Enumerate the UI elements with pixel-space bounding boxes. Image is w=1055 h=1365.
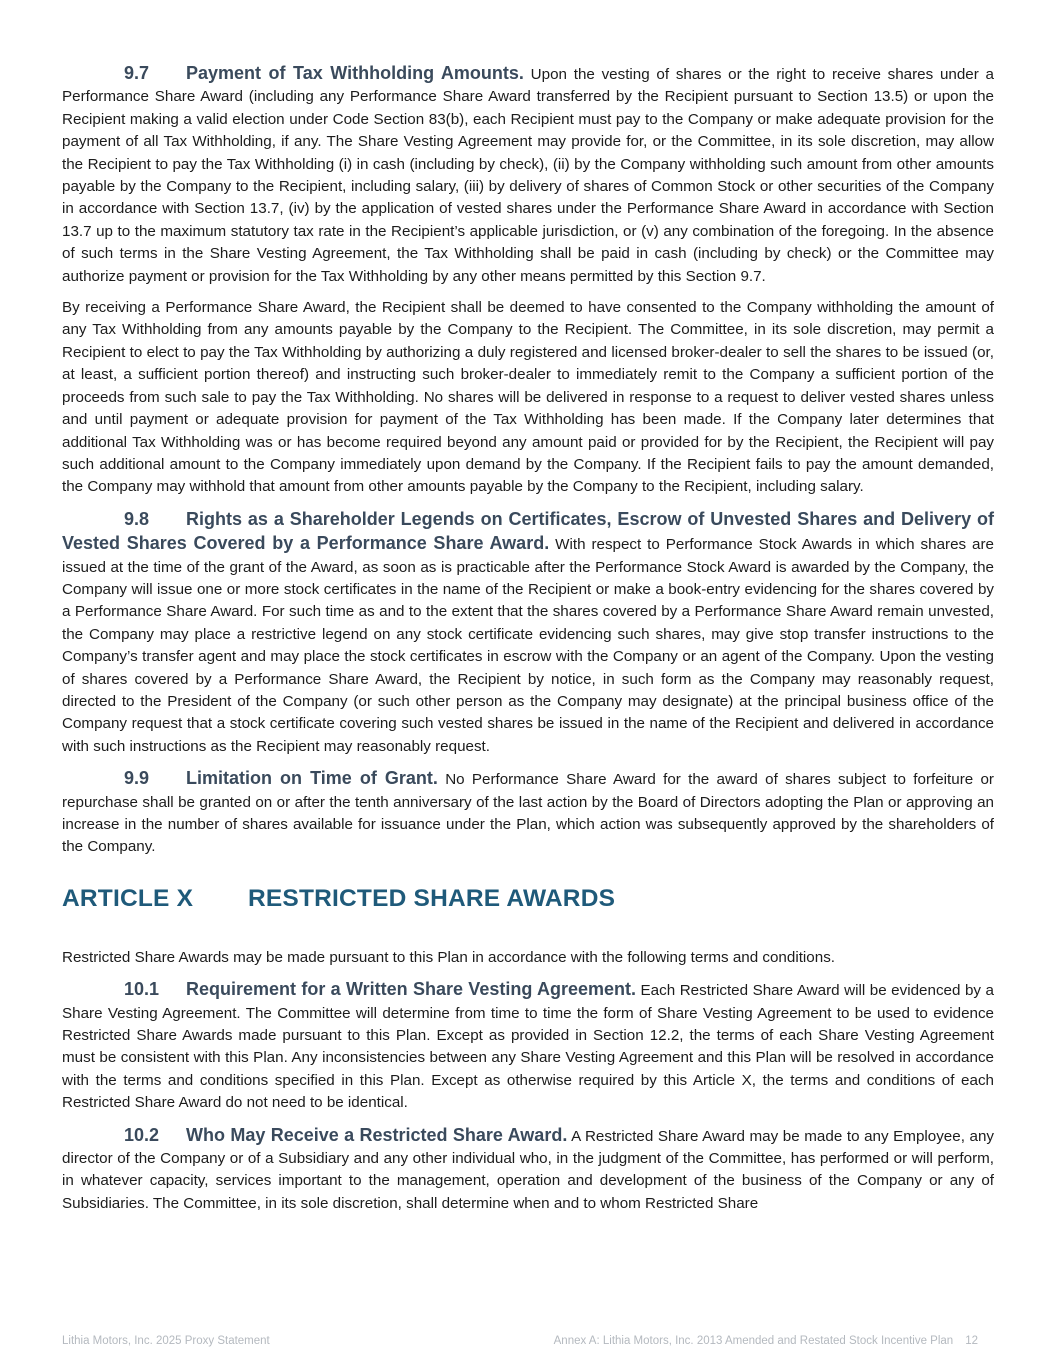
footer-left: Lithia Motors, Inc. 2025 Proxy Statement bbox=[62, 1335, 270, 1347]
article-heading bbox=[62, 885, 994, 913]
article-intro: Restricted Share Awards may be made pursuant to this Plan in accordance with the following terms and conditions. bbox=[62, 948, 836, 966]
section-title: Rights as a Shareholder Legends on Certificates, Escrow of Unvested Shares and Delivery of Vested Shares Covered by a Performance Share Award. bbox=[62, 508, 994, 554]
section-body: Each Restricted Share Award will be evidenced by a Share Vesting Agreement. The Committee will determine from time to time the form of Share Vesting Agreement to be used to evidence Restricted Share Awards made pursuant to this Plan. Except as provided in Section 12.2, the terms of each Share Vesting Agreement must be consistent with this Plan. Any inconsistencies between any Share Vesting Agreement and this Plan will be resolved in accordance with the terms and conditions specified in this Plan. Except as otherwise required by this Article X, the terms and conditions of each Restricted Share Award do not need to be identical. bbox=[62, 982, 994, 1112]
section-body: With respect to Performance Stock Awards in which shares are issued at the time of the grant of the Award, as soon as is practicable after the Performance Stock Award is awarded by the Company, the Company will issue one or more stock certificates in the name of the Recipient or make a book-entry evidencing for the shares covered by a Performance Share Award. For such time as and to the extent that the shares covered by a Performance Share Award remain unvested, the Company may place a restrictive legend on any stock certificate evidencing such shares, may give stop transfer instructions to the Company’s transfer agent and may place the stock certificates in escrow with the Company or an agent of the Company. Upon the vesting of shares covered by a Performance Share Award, the Recipient by notice, in such form as the Company may reasonably request, directed to the President of the Company (or such other person as the Company may designate) at the principal business office of the Company request that a stock certificate covering such vested shares be issued in the name of the Recipient and delivered in accordance with such instructions as the Recipient may reasonably request. bbox=[62, 536, 994, 755]
section-number: 10.1 bbox=[124, 979, 160, 1000]
section-9-8 bbox=[62, 508, 994, 758]
section-title: Payment of Tax Withholding Amounts. bbox=[186, 63, 524, 83]
section-body: A Restricted Share Award may be made to any Employee, any director of the Company or of a Subsidiary and any other individual who, in the judgment of the Committee, has performed or will perform, in whatever capacity, services important to the management, operation and development of the business of the Company or any of Subsidiaries. The Committee, in its sole discretion, shall determine when and to whom Restricted Share bbox=[62, 1127, 994, 1212]
paragraph-tax-withholding-consent: By receiving a Performance Share Award, the Recipient shall be deemed to have consented to the Company withholding the amount of any Tax Withholding from any amounts payable by the Company to the Recipient. The Committee, in its sole discretion, may permit a Recipient to elect to pay the Tax Withholding by authorizing a duly registered and licensed broker-dealer to sell the shares to be issued (or, at least, a sufficient portion thereof) and instructing such broker-dealer to immediately remit to the Company a sufficient portion of the proceeds from such sale to pay the Tax Withholding. No shares will be delivered in response to a request to deliver vested shares unless and until payment or adequate provision for payment of the Tax Withholding has been made. If the Company later determines that additional Tax Withholding was or has become required beyond any amount paid or provided for by the Recipient, the Recipient will pay such additional amount to the Company immediately upon demand by the Company. If the Recipient fails to pay the amount demanded, the Company may withhold that amount from other amounts payable by the Company to the Recipient, including salary. bbox=[62, 299, 994, 496]
article-title: RESTRICTED SHARE AWARDS bbox=[248, 884, 616, 912]
section-title: Limitation on Time of Grant. bbox=[186, 768, 438, 789]
section-10-2 bbox=[62, 1124, 994, 1216]
page-number: 12 bbox=[965, 1335, 978, 1347]
section-title: Requirement for a Written Share Vesting Agreement. bbox=[186, 979, 636, 1000]
section-title: Who May Receive a Restricted Share Award. bbox=[186, 1124, 568, 1145]
section-9-9 bbox=[62, 767, 994, 859]
footer-right: Annex A: Lithia Motors, Inc. 2013 Amended and Restated Stock Incentive Plan bbox=[553, 1335, 954, 1347]
section-body: Upon the vesting of shares or the right to receive shares under a Performance Share Award (including any Performance Share Award transferred by the Recipient pursuant to Section 13.5) or upon the Recipient making a valid election under Code Section 83(b), each Recipient must pay to the Company or make adequate provision for the payment of all Tax Withholding, if any. The Share Vesting Agreement may provide for, or the Committee, in its sole discretion, may allow the Recipient to pay the Tax Withholding (i) in cash (including by check), (ii) by the Company withholding such amount from other amounts payable by the Company to the Recipient, including salary, (iii) by delivery of shares of Common Stock or other securities of the Company in accordance with Section 13.7, (iv) by the application of vested shares under the Performance Share Award in accordance with Section 13.7 up to the maximum statutory tax rate in the Recipient’s applicable jurisdiction, or (v) any combination of the foregoing. In the absence of such terms in the Share Vesting Agreement, the Tax Withholding shall be paid in cash (including by check) or the Committee may authorize payment or provision for the Tax Withholding by any other means permitted by this Section 9.7. bbox=[62, 66, 994, 285]
section-number: 10.2 bbox=[124, 1124, 160, 1145]
article-number: ARTICLE X bbox=[62, 884, 194, 912]
section-10-1 bbox=[62, 978, 994, 1114]
section-number: 9.8 bbox=[124, 508, 150, 529]
section-9-7 bbox=[62, 62, 994, 288]
section-number: 9.9 bbox=[124, 768, 150, 789]
document-page bbox=[62, 62, 994, 1224]
section-number: 9.7 bbox=[124, 63, 150, 83]
section-body: No Performance Share Award for the award of shares subject to forfeiture or repurchase shall be granted on or after the tenth anniversary of the last action by the Board of Directors adopting the Plan or approving an increase in the number of shares available for issuance under the Plan, which action was subsequently approved by the shareholders of the Company. bbox=[62, 771, 994, 856]
